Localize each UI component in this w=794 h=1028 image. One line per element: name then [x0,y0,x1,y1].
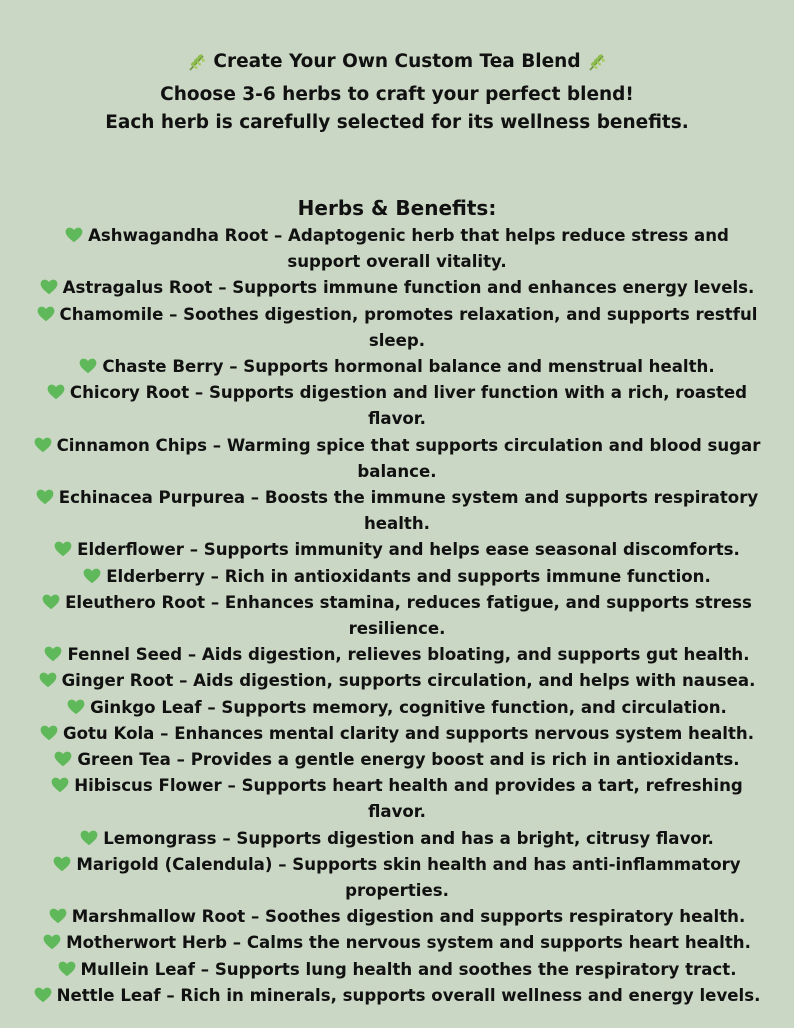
green-heart-icon [39,672,57,688]
herb-text: Eleuthero Root – Enhances stamina, reduces fatigue, and supports stress resilience. [65,592,752,639]
herb-text: Chaste Berry – Supports hormonal balance and menstrual health. [102,357,715,377]
herb-text: Fennel Seed – Aids digestion, relieves bloating, and supports gut health. [67,645,750,665]
green-heart-icon [65,227,83,243]
list-item [16,275,778,301]
intro-block [16,48,778,137]
herb-text: Green Tea – Provides a gentle energy boost and is rich in antioxidants. [77,750,740,770]
green-heart-icon [47,384,65,400]
herb-text: Ginger Root – Aids digestion, supports circulation, and helps with nausea. [61,671,756,691]
green-heart-icon [83,568,101,584]
list-item [16,590,778,642]
green-heart-icon [40,279,58,295]
list-item [16,930,778,956]
herb-text: Echinacea Purpurea – Boosts the immune system and supports respiratory health. [58,488,759,534]
list-item [16,485,778,537]
herb-text: Elderflower – Supports immunity and helps ease seasonal discomforts. [77,540,740,560]
herb-text: Mullein Leaf – Supports lung health and soothes the respiratory tract. [80,959,737,979]
herb-text: Gotu Kola – Enhances mental clarity and supports nervous system health. [62,723,755,743]
green-heart-icon [80,830,98,846]
green-heart-icon [67,699,85,715]
herb-text: Ashwagandha Root – Adaptogenic herb that helps reduce stress and support overall vitality. [88,226,729,272]
herb-text: Ginkgo Leaf – Supports memory, cognitive function, and circulation. [90,697,727,717]
list-item [16,747,778,773]
list-item [16,537,778,563]
list-item [16,668,778,694]
green-heart-icon [58,961,76,977]
herb-text: Elderberry – Rich in antioxidants and supports immune function. [106,566,711,586]
green-heart-icon [42,594,60,610]
list-item [16,904,778,930]
herb-text: Marshmallow Root – Soothes digestion and supports respiratory health. [71,907,746,927]
list-item [16,852,778,904]
green-heart-icon [53,856,71,872]
list-item [16,302,778,354]
green-heart-icon [34,437,52,453]
green-heart-icon [79,358,97,374]
list-item [16,957,778,983]
green-heart-icon [43,934,61,950]
list-item [16,223,778,275]
herb-text: Lemongrass – Supports digestion and has a bright, citrusy flavor. [103,828,714,848]
herb-sprig-icon [187,52,207,72]
list-item [16,380,778,432]
green-heart-icon [54,541,72,557]
green-heart-icon [34,987,52,1003]
herb-text: Marigold (Calendula) – Supports skin health and has anti-inflammatory properties. [76,854,741,901]
list-item [16,721,778,747]
herb-text: Cinnamon Chips – Warming spice that supports circulation and blood sugar balance. [56,435,761,481]
herb-list [16,223,778,1009]
green-heart-icon [40,725,58,741]
herb-text: Nettle Leaf – Rich in minerals, supports overall wellness and energy levels. [56,985,761,1005]
title-row [16,48,778,81]
green-heart-icon [37,306,55,322]
herb-text: Astragalus Root – Supports immune function and enhances energy levels. [62,278,755,298]
list-item [16,695,778,721]
green-heart-icon [49,908,67,924]
green-heart-icon [51,777,69,793]
tagline: Each herb is carefully selected for its wellness benefits. [105,112,689,133]
list-item [16,564,778,590]
list-item [16,983,778,1009]
herb-text: Chamomile – Soothes digestion, promotes relaxation, and supports restful sleep. [59,304,758,350]
section-heading: Herbs & Benefits: [297,196,497,220]
herb-text: Hibiscus Flower – Supports heart health and provides a tart, refreshing flavor. [74,776,743,822]
green-heart-icon [44,646,62,662]
list-item [16,433,778,485]
list-item [16,826,778,852]
herb-text: Motherwort Herb – Calms the nervous system and supports heart health. [66,933,751,953]
herb-sprig-icon [587,52,607,72]
green-heart-icon [36,489,54,505]
page-title: Create Your Own Custom Tea Blend [213,51,581,72]
list-item [16,773,778,825]
subtitle: Choose 3-6 herbs to craft your perfect blend! [160,84,634,105]
herb-text: Chicory Root – Supports digestion and liver function with a rich, roasted flavor. [69,383,748,429]
list-item [16,354,778,380]
green-heart-icon [54,751,72,767]
list-item [16,642,778,668]
